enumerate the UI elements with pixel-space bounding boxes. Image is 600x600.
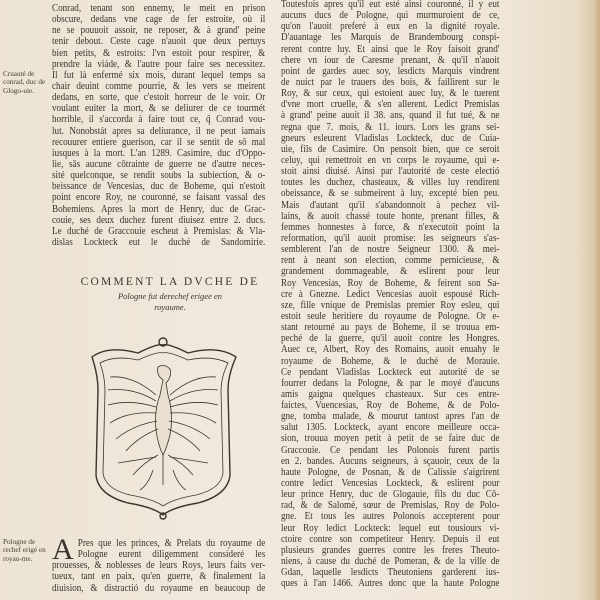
text-line: celuy, qui remettroit en vn corps le royaume, qui e-: [281, 154, 500, 166]
text-line: reformation, qu'il auoit promise: les seigneurs s'as-: [281, 232, 500, 244]
text-line: leur Roy ledict Lockteck: lequel eut tousiours vi-: [281, 522, 500, 534]
text-line: sité quelconque, se rendit soubs la subiection, & o-: [52, 170, 266, 182]
text-line: sze, fille vnique de Premislas premier Roy esleu, qui: [281, 299, 500, 311]
text-line: leur prince Henry, duc de Glogauie, fils du duc Cō-: [281, 489, 500, 501]
text-line: d'vne mort cruelle, & s'en allerent. Ledict Premislas: [281, 99, 500, 111]
text-line: Mais d'autant qu'il s'abandonnoit à pechez vil-: [281, 199, 500, 211]
margin-note-kingdom: Pologne de rechef erigé en royau-me.: [3, 538, 46, 563]
text-line: regna que 7. mois, & 11. iours. Lors les grans sei-: [281, 121, 500, 133]
text-line: ctoire contre son competiteur Henry. Depuis il eut: [281, 533, 500, 545]
section-heading: COMMENT LA DVCHE DE: [80, 276, 260, 288]
text-line: Conrad, tenant son ennemy, le meit en prison: [52, 3, 266, 14]
text-line: point encore Roy, ne couronné, se faisant vassal des: [52, 192, 266, 204]
text-line: salut 1305. Lockteck, ayant encore meilleure occa-: [281, 422, 500, 434]
text-line: tueux, tant en paix, qu'en guerre, & finalement la: [52, 571, 266, 583]
text-line: tenir debout. Ceste cage n'auoit que deux pertuys: [52, 36, 266, 48]
text-line: ne se pouuoit assoir, ne reposer, & à grand' peine: [52, 25, 266, 37]
text-line: faictes, Vuencesias, Roy de Boheme, & de Polo-: [281, 400, 500, 412]
text-line: Roy, & sur ceux, qui estoient auec luy, & le tuerent: [281, 88, 500, 100]
text-line: stoit ainsi diuisé. Ainsi par l'autorité de ceste electió: [281, 166, 500, 178]
text-line: Bohemiens. Apres la mort de Henry, duc de Grac-: [52, 203, 266, 215]
text-line: qu'on l'auoit preferé à eux en la dignité royale.: [281, 21, 500, 33]
text-line: haute Pologne, de Posnan, & de Calissie s'aigrirent: [281, 466, 500, 478]
text-line: stant retourné au pays de Boheme, il se trouua em-: [281, 322, 500, 334]
text-line: niens, à cause du duché de Pomeran, & de la ville de: [281, 556, 500, 568]
text-line: diuision, & distractió du royaume en beaucoup de: [52, 582, 266, 594]
text-line: Roy Vencesias, Roy de Boheme, & feirent son Sa-: [281, 277, 500, 289]
text-line: rerent contre luy. Et ainsi que le Roy faisoit grand': [281, 43, 500, 55]
section-subtitle-cont: royaume.: [154, 302, 186, 312]
text-line: couie, ses deux duchez furent diuisez entre 2. ducs.: [52, 214, 266, 226]
polish-eagle-coat-of-arms: [78, 335, 248, 520]
text-line: obeissance, & se submeirent à luy, excepté bien peu.: [281, 188, 500, 200]
text-line: amis gaigna quelques chasteaux. Sur ces entre-: [281, 388, 500, 400]
text-line: D'auantage les Marquis de Brandembourg conspi-: [281, 32, 500, 44]
text-line: uie, fils de Casimire. On pensoit bien, que ce seroit: [281, 143, 500, 155]
text-line: grandement dommageable, & eslirent pour leur: [281, 266, 500, 278]
text-line: fourrer dedans la Pologne, & par le moyé d'aucuns: [281, 377, 500, 389]
left-column-top-text: [52, 3, 265, 248]
text-line: de nuict par le trauers des bois, & faillirent sur le: [281, 76, 500, 88]
text-line: ques à l'an 1466. Autres donc que la haute Pologne: [281, 578, 500, 590]
text-line: dislas Lockteck eut le duché de Sandomirie.: [52, 236, 266, 248]
text-line: à grand' peine auoit il 38. ans, quand il fut tué, & ne: [281, 110, 500, 122]
text-line: voulant euiter la mort, & se deliurer de ce tourmét: [52, 103, 266, 115]
text-line: Graccouie. Ce pendant les Polonois furent partis: [281, 444, 500, 456]
text-line: iusques à la mort. L'an 1289. Casimire, duc d'Oppo-: [52, 147, 266, 159]
drop-cap: A: [52, 533, 74, 566]
text-line: chere vn iour de Caresme prenant, & qu'il n'auoit: [281, 54, 500, 66]
text-line: horrible, il s'accorda à faire tout ce, q̃ Conrad vou-: [52, 114, 266, 126]
text-line: contre ledict Vencesias Lockteck, & eslirent pour: [281, 478, 500, 490]
text-line: Il fut là enfermé six mois, durant lequel temps sa: [52, 69, 266, 81]
text-line: Le duché de Graccouie escheut à Premislas: & Vla-: [52, 225, 266, 237]
right-column-text: [281, 0, 499, 589]
text-line: lie, sās aucune cōtrainte de guerre ne d'autre neces-: [52, 158, 266, 170]
text-line: prouesses, & noblesses de leurs Roys, leurs faits ver-: [52, 560, 266, 572]
margin-note-cruelty: Cruauté de conrad, duc de Glogo-uie.: [3, 70, 46, 95]
text-line: gneurs esleurent Vladislas Lockteck, duc de Cuia-: [281, 132, 500, 144]
text-line: prendre la viáde, & l'autre pour faire ses necessitez.: [52, 58, 266, 70]
text-line: plusieurs grandes guerres contre les freres Theuto-: [281, 544, 500, 556]
text-line: Pologne eurent diligemment consideré les: [77, 549, 266, 561]
text-line: toutes les duchez, chasteaux, & villes luy rendirent: [281, 177, 500, 189]
text-line: cre à Gnezne. Ledict Vencesias auoit espousé Rich-: [281, 288, 500, 300]
text-line: gne. Et tous les autres Polonois accepterent pour: [281, 511, 500, 523]
text-line: sion, trouua moyen petit à petit de se faire duc de: [281, 433, 500, 445]
text-line: lut. Nonobstát apres sa deliurance, il ne peut iamais: [52, 125, 266, 137]
text-line: Auec ce, Albert, Roy des Romains, auoit enuahy le: [281, 344, 500, 356]
left-column-bottom-text: [52, 533, 266, 594]
text-line: rent à neant son election, comme pernicieuse, &: [281, 255, 500, 267]
text-line: obscure, dedans vne cage de fer estroite, où il: [52, 14, 266, 26]
text-line: dedans, en sorte, que c'estoit horreur de le voir. Or: [52, 92, 266, 104]
page-edge: [592, 0, 600, 600]
text-line: Pres que les princes, & Prelats du royaume de: [77, 538, 266, 549]
section-subtitle: Pologne fut derechef erigee en: [117, 291, 222, 301]
text-line: gne, tomba malade, & mourut tantost apres l'an de: [281, 411, 500, 423]
text-line: semblerent l'an de nostre Seigneur 1300. & mei-: [281, 244, 500, 256]
text-line: beissance de Vencesias, duc de Boheme, qui n'estoit: [52, 181, 266, 193]
text-line: royaume de Boheme, & le duché de Morauie.: [281, 355, 500, 367]
text-line: lains, & auoit chassé toute honte, prenant filles, &: [281, 210, 500, 222]
text-line: en 2. bandes. Aucuns seigneurs, à sçauoir, ceux de la: [281, 455, 500, 467]
text-line: chair deuint comme pourrie, & les vers se meirent: [52, 80, 266, 92]
text-line: Gdan, laquelle lesdicts Theutoniens garderent ius-: [281, 567, 500, 579]
text-line: bien petits, & estroits: l'vn estoit pour respirer, &: [52, 47, 266, 59]
text-line: femmes honnestes à force, & n'executoit point la: [281, 221, 500, 233]
text-line: peché de la guerre, qu'il auoit contre les Hongres.: [281, 333, 500, 345]
text-line: rad, & de Salomé, sœur de Premislas, Roy de Polo-: [281, 500, 500, 512]
text-line: Toutesfois apres qu'il eut esté ainsi couronné, il y eut: [281, 0, 500, 10]
text-line: point de gardes auec soy, lesdicts Marquis vindrent: [281, 65, 500, 77]
text-line: aucuns ducs de Pologne, qui murmuroient de ce,: [281, 10, 500, 22]
text-line: Ce pendant Vladislas Lockteck eut autorité de se: [281, 366, 500, 378]
text-line: estoit seule heritiere du royaume de Pologne. Or e-: [281, 310, 500, 322]
text-line: recouurer entiere guerison, car il se sentit de sō mal: [52, 136, 266, 148]
